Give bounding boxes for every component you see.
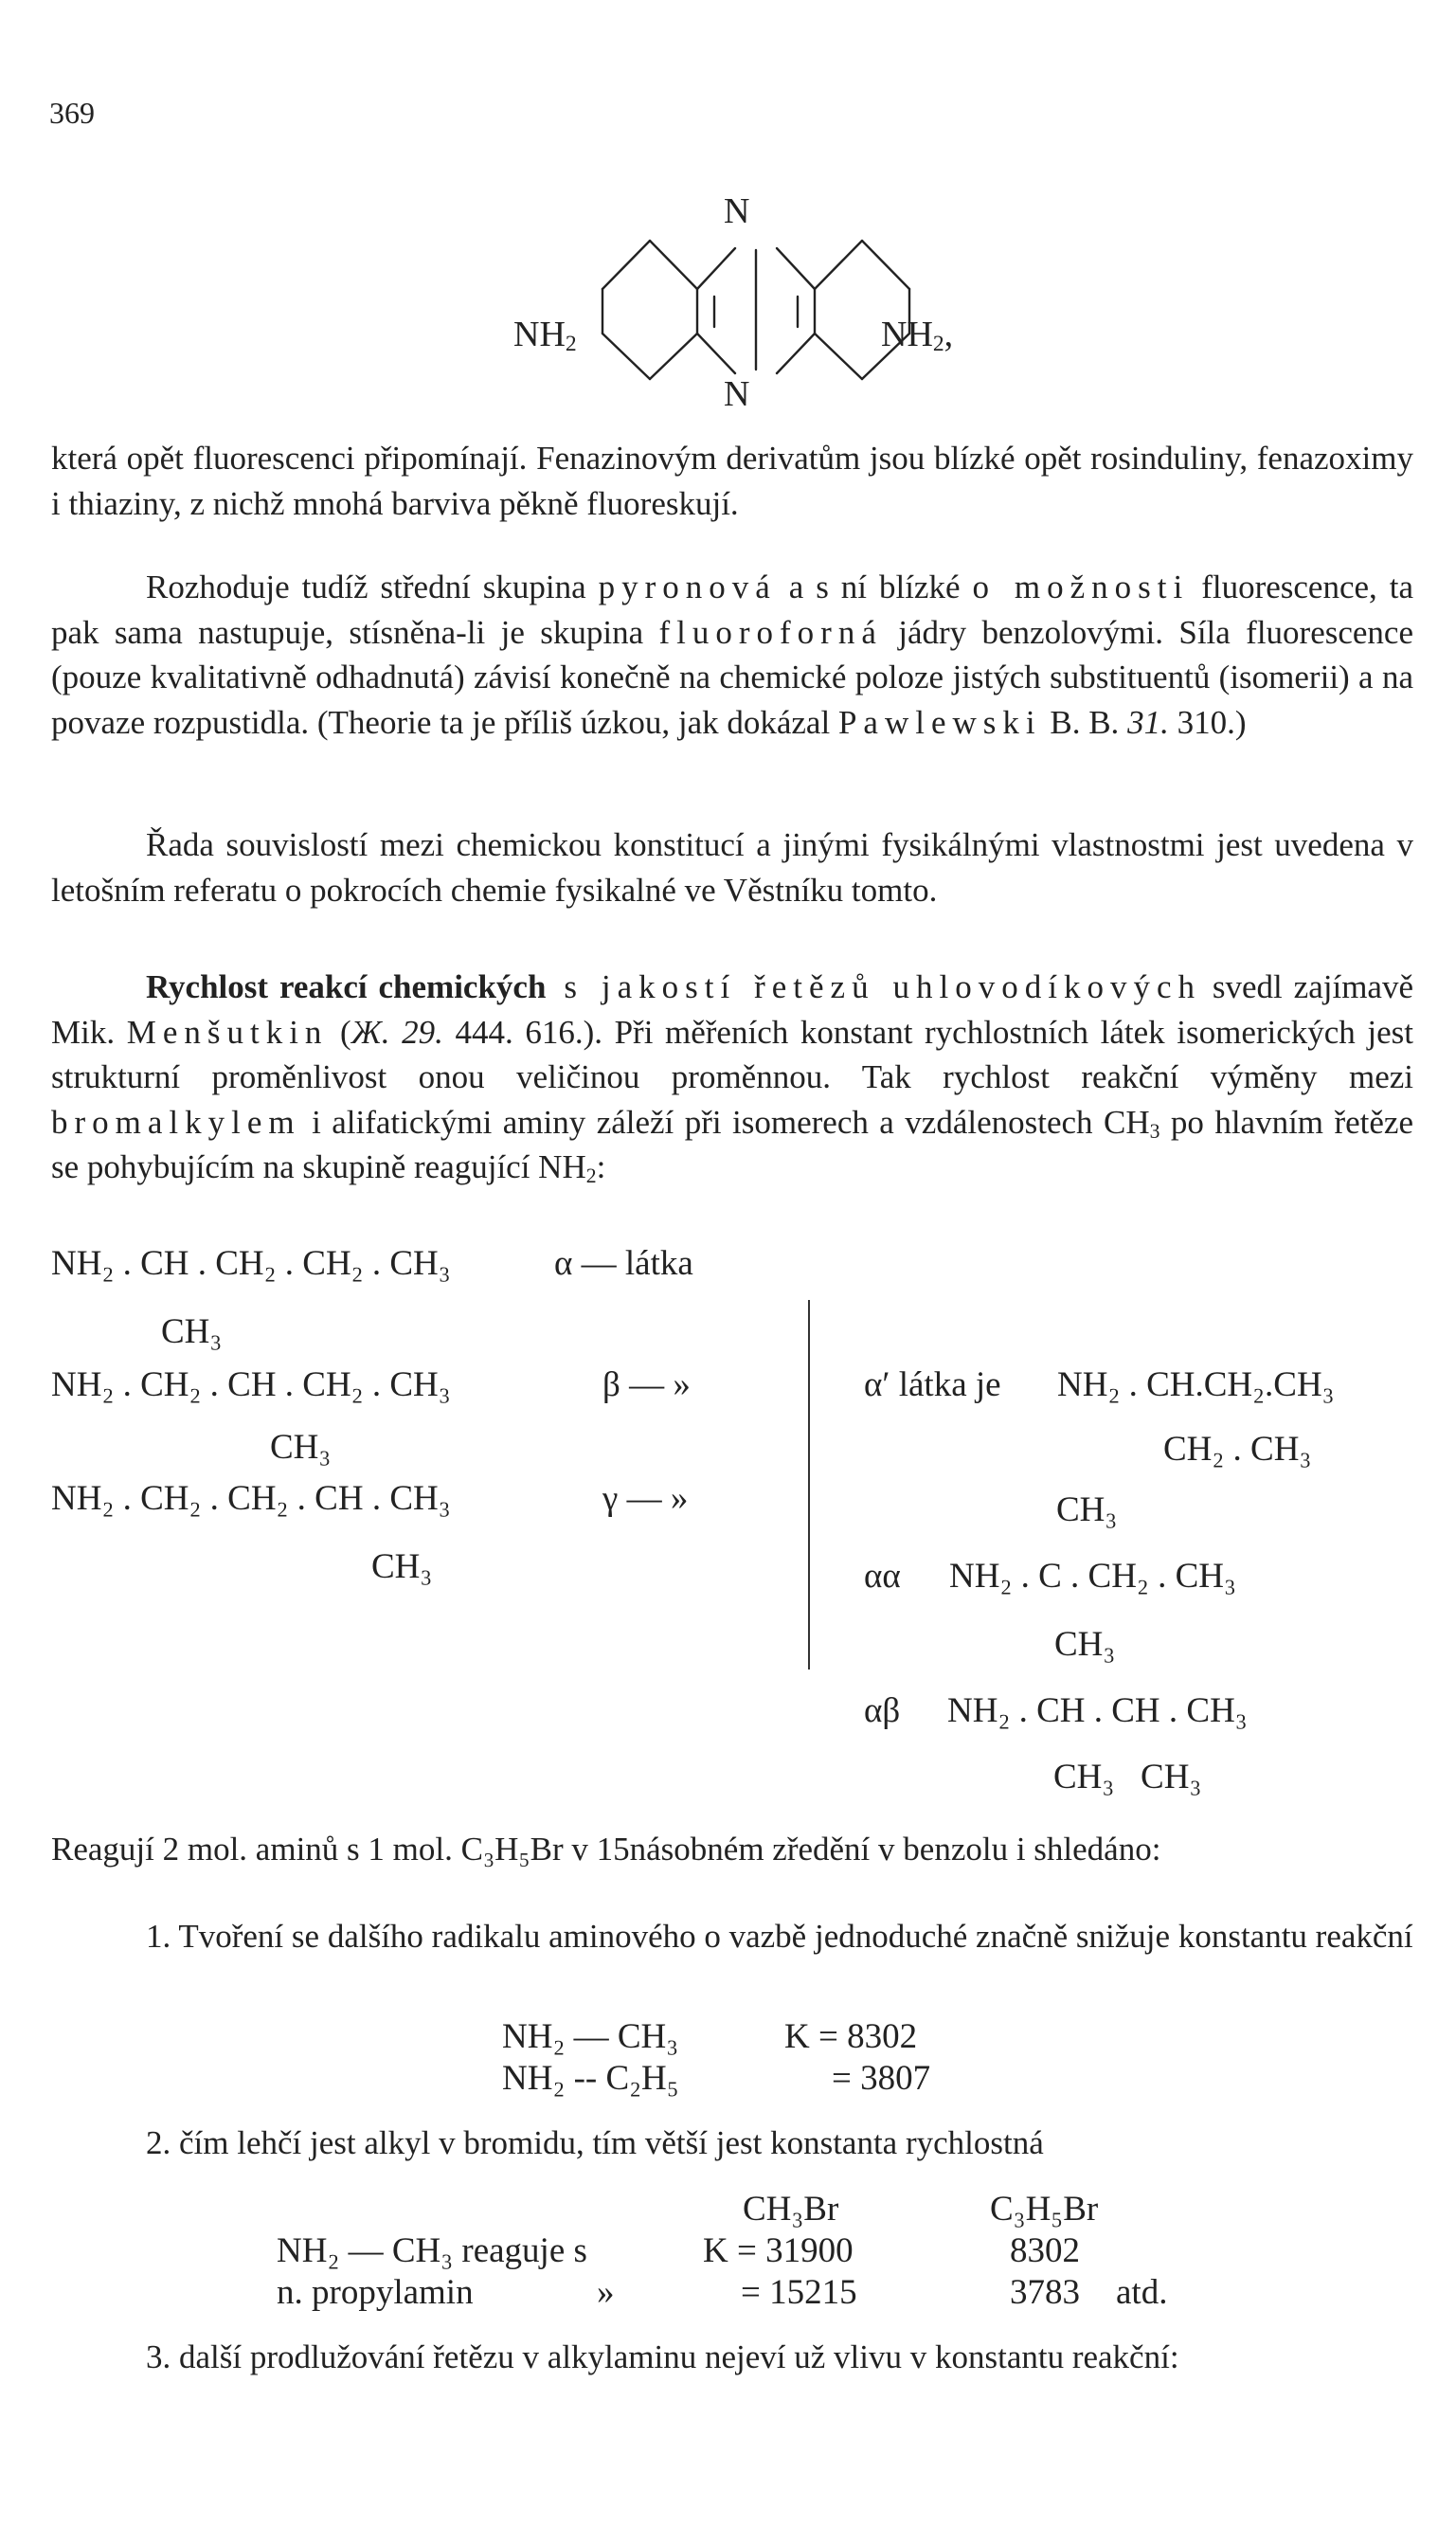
- eq2-row2-suffix: atd.: [1116, 2273, 1168, 2312]
- table-divider: [808, 1300, 810, 1670]
- label-gamma: γ — »: [602, 1479, 689, 1518]
- label-alpha-beta: αβ: [864, 1691, 901, 1730]
- formula-alpha-alpha: NH₂ . C . CH₂ . CH₃: [949, 1557, 1236, 1596]
- label-alpha-alpha: αα: [864, 1557, 901, 1596]
- branch-alpha-prime: CH₂ . CH₃: [1163, 1430, 1312, 1469]
- label-alpha: α — látka: [554, 1244, 693, 1283]
- formula-alpha: NH₂ . CH . CH₂ . CH₂ . CH₃: [51, 1244, 451, 1283]
- branch-gamma: CH₃: [371, 1547, 433, 1586]
- eq2-row1-k: K = 31900: [703, 2231, 854, 2270]
- label-beta: β — »: [602, 1365, 691, 1404]
- paragraph-reaguji: Reagují 2 mol. aminů s 1 mol. C₃H₅Br v 15násobném zředění v benzolu i shledáno:: [51, 1831, 1161, 1868]
- phenazine-structure-diagram: [512, 190, 1004, 417]
- top-alpha-alpha: CH₃: [1056, 1490, 1118, 1529]
- eq2-row2-name: n. propylamin: [277, 2273, 474, 2312]
- formula-beta: NH₂ . CH₂ . CH . CH₂ . CH₃: [51, 1365, 451, 1404]
- paragraph-point-1: 1. Tvoření se dalšího radikalu aminového o vazbě jednoduché značně snižuje konstantu reakční: [146, 1918, 1413, 1955]
- eq2-row1-value2: 8302: [1010, 2231, 1080, 2270]
- bottom-alpha-alpha: CH₃: [1054, 1625, 1116, 1664]
- formula-alpha-beta: NH₂ . CH . CH . CH₃: [947, 1691, 1248, 1730]
- eq1-row1-formula: NH₂ — CH₃: [502, 2017, 679, 2056]
- eq2-row2-value2: 3783: [1010, 2273, 1080, 2312]
- eq2-row2-ditto: »: [597, 2273, 615, 2312]
- branch-beta: CH₃: [270, 1428, 332, 1467]
- formula-alpha-prime: NH₂ . CH.CH₂.CH₃: [1057, 1365, 1335, 1404]
- branch-alpha: CH₃: [161, 1312, 223, 1351]
- eq1-row1-k: K = 8302: [784, 2017, 918, 2056]
- eq2-header-2: C₃H₅Br: [990, 2190, 1099, 2229]
- formula-gamma: NH₂ . CH₂ . CH₂ . CH . CH₃: [51, 1479, 451, 1518]
- eq1-row2-k: = 3807: [832, 2059, 931, 2098]
- branch-alpha-beta: CH₃ CH₃: [1053, 1758, 1202, 1796]
- page-number: 369: [49, 96, 95, 130]
- paragraph-rychlost: Rychlost reakcí chemických s jakostí řetězů uhlovodíkových svedl zajímavě Mik. Menšutkin (Ж. 29. 444. 616.). Při měřeních konstant rychlostních látek isomerických jest strukturní proměnlivost onou veličinou proměnnou. Tak rychlost reakční výměny mezi bromalkylem i alifatickými aminy záleží při isomerech a vzdálenostech $CH_3$ po hlavním řetěze se pohybujícím na skupině reagující $NH_2$:: [51, 968, 1414, 1187]
- eq2-row2-k: = 15215: [741, 2273, 857, 2312]
- paragraph-point-2: 2. čím lehčí jest alkyl v bromidu, tím větší jest konstanta rychlostná: [146, 2124, 1044, 2161]
- paragraph-pyron: Rozhoduje tudíž střední skupina pyronová a s ní blízké o možnosti fluorescence, ta pak sama nastupuje, stísněna-li je skupina fluoroforná jádry benzolovými. Síla fluorescence (pouze kvalitativně odhadnutá) závisí konečně na chemické poloze jistých substituentů (isomerii) a na povaze rozpustidla. (Theorie ta je příliš úzkou, jak dokázal Pawlewski B. B. 31. 310.): [51, 569, 1413, 741]
- atom-n-bottom: N: [724, 374, 750, 414]
- atom-n-top: N: [724, 191, 750, 231]
- amino-group-left: $NH_2$: [513, 315, 577, 356]
- label-alpha-prime: α′ látka je: [864, 1365, 1001, 1404]
- paragraph-fenazin: která opět fluorescenci připomínají. Fenazinovým derivatům jsou blízké opět rosinduliny, fenazoximy i thiaziny, z nichž mnohá barviva pěkně fluoreskují.: [51, 440, 1413, 522]
- eq2-row1-name: NH₂ — CH₃ reaguje s: [277, 2231, 587, 2270]
- eq1-row2-formula: NH₂ -- C₂H₅: [502, 2059, 679, 2098]
- amino-group-right: $NH_2$,: [881, 315, 954, 356]
- paragraph-point-3: 3. další prodlužování řetězu v alkylaminu nejeví už vlivu v konstantu reakční:: [146, 2338, 1179, 2375]
- eq2-header-1: CH₃Br: [743, 2190, 839, 2229]
- paragraph-rada: Řada souvislostí mezi chemickou konstitucí a jinými fysikálnými vlastnostmi jest uvedena v letošním referatu o pokrocích chemie fysikalné ve Věstníku tomto.: [51, 826, 1413, 909]
